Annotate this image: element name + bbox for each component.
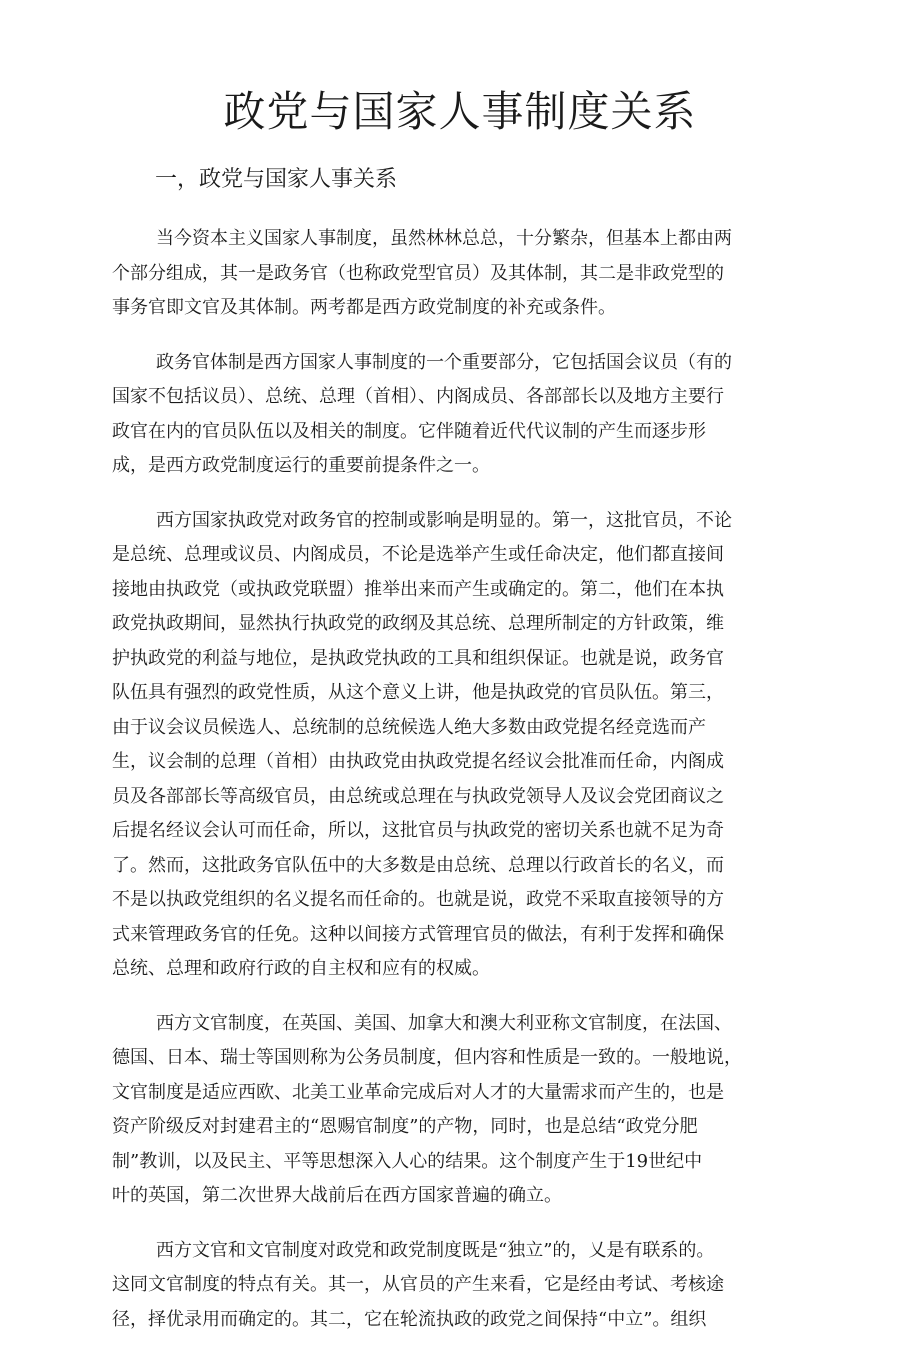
paragraph-line: 政党执政期间，显然执行执政党的政纲及其总统、总理所制定的方针政策，维	[112, 613, 724, 634]
paragraph-line: 是总统、总理或议员、内阁成员，不论是选举产生或任命决定，他们都直接间	[112, 544, 724, 565]
paragraph-line: 径，择优录用而确定的。其二，它在轮流执政的政党之间保持“中立”。组织	[112, 1308, 707, 1330]
paragraph-line: 式来管理政务官的任免。这种以间接方式管理官员的做法，有利于发挥和确保	[112, 923, 724, 945]
paragraph-line: 事务官即文官及其体制。两考都是西方政党制度的补充或条件。	[112, 297, 616, 318]
paragraph-line: 总统、总理和政府行政的自主权和应有的权威。	[112, 958, 490, 979]
paragraph-line: 生，议会制的总理（首相）由执政党由执政党提名经议会批准而任命，内阁成	[112, 751, 724, 772]
paragraph-line: 叶的英国，第二次世界大战前后在西方国家普遍的确立。	[112, 1185, 562, 1206]
paragraph-line: 德国、日本、瑞士等国则称为公务员制度，但内容和性质是一致的。一般地说，	[112, 1047, 742, 1068]
paragraph-line: 后提名经议会认可而任命，所以，这批官员与执政党的密切关系也就不足为奇	[112, 820, 724, 841]
paragraph-line: 成，是西方政党制度运行的重要前提条件之一。	[112, 455, 490, 476]
paragraph-line: 这同文官制度的特点有关。其一，从官员的产生来看，它是经由考试、考核途	[112, 1274, 724, 1295]
paragraph	[112, 346, 782, 484]
paragraph-line: 护执政党的利益与地位，是执政党执政的工具和组织保证。也就是说，政务官	[112, 647, 724, 669]
paragraph-line: 西方文官和文官制度对政党和政党制度既是“独立”的，乂是有联系的。	[156, 1239, 715, 1261]
paragraph-line: 西方国家执政党对政务官的控制或影响是明显的。第一，这批官员，不论	[156, 509, 732, 531]
paragraph-line: 由于议会议员候选人、总统制的总统候选人绝大多数由政党提名经竞选而产	[112, 716, 706, 738]
paragraph-line: 当今资本主义国家人事制度，虽然林林总总，十分繁杂，但基本上都由两	[156, 228, 732, 249]
paragraph-line: 队伍具有强烈的政党性质，从这个意义上讲，他是执政党的官员队伍。第三，	[112, 682, 724, 703]
paragraph-line: 不是以执政党组织的名义提名而任命的。也就是说，政党不采取直接领导的方	[112, 889, 724, 910]
section-heading: 一，政党与国家人事关系	[155, 167, 398, 192]
paragraph-line: 制”教训，以及民主、平等思想深入人心的结果。这个制度产生于19世纪中	[112, 1150, 703, 1172]
paragraph-line: 资产阶级反对封建君主的“恩赐官制度”的产物，同时，也是总结“政党分肥	[112, 1116, 698, 1137]
paragraph-line: 政务官体制是西方国家人事制度的一个重要部分，它包括国会议员（有的	[156, 351, 732, 373]
paragraph-line: 员及各部部长等高级官员，由总统或总理在与执政党领导人及议会党团商议之	[112, 785, 724, 807]
paragraph	[112, 1007, 782, 1214]
paragraph-line: 了。然而，这批政务官队伍中的大多数是由总统、总理以行政首长的名义，而	[112, 854, 724, 876]
paragraph-line: 西方文官制度，在英国、美国、加拿大和澳大利亚称文官制度，在法国、	[156, 1012, 732, 1034]
paragraph-line: 国家不包括议员）、总统、总理（首相）、内阁成员、各部部长以及地方主要行	[112, 386, 724, 407]
paragraph	[112, 1234, 782, 1338]
paragraph-line: 个部分组成，其一是政务官（也称政党型官员）及其体制，其二是非政党型的	[112, 262, 724, 284]
document-body	[112, 222, 782, 1357]
paragraph-line: 政官在内的官员队伍以及相关的制度。它伴随着近代代议制的产生而逐步形	[112, 420, 706, 442]
paragraph-line: 文官制度是适应西欧、北美工业革命完成后对人才的大量需求而产生的，也是	[112, 1081, 724, 1103]
paragraph-line: 接地由执政党（或执政党联盟）推举出来而产生或确定的。第二，他们在本执	[112, 578, 724, 600]
document-title: 政党与国家人事制度关系	[223, 87, 697, 136]
paragraph	[112, 504, 782, 987]
paragraph	[112, 222, 782, 326]
